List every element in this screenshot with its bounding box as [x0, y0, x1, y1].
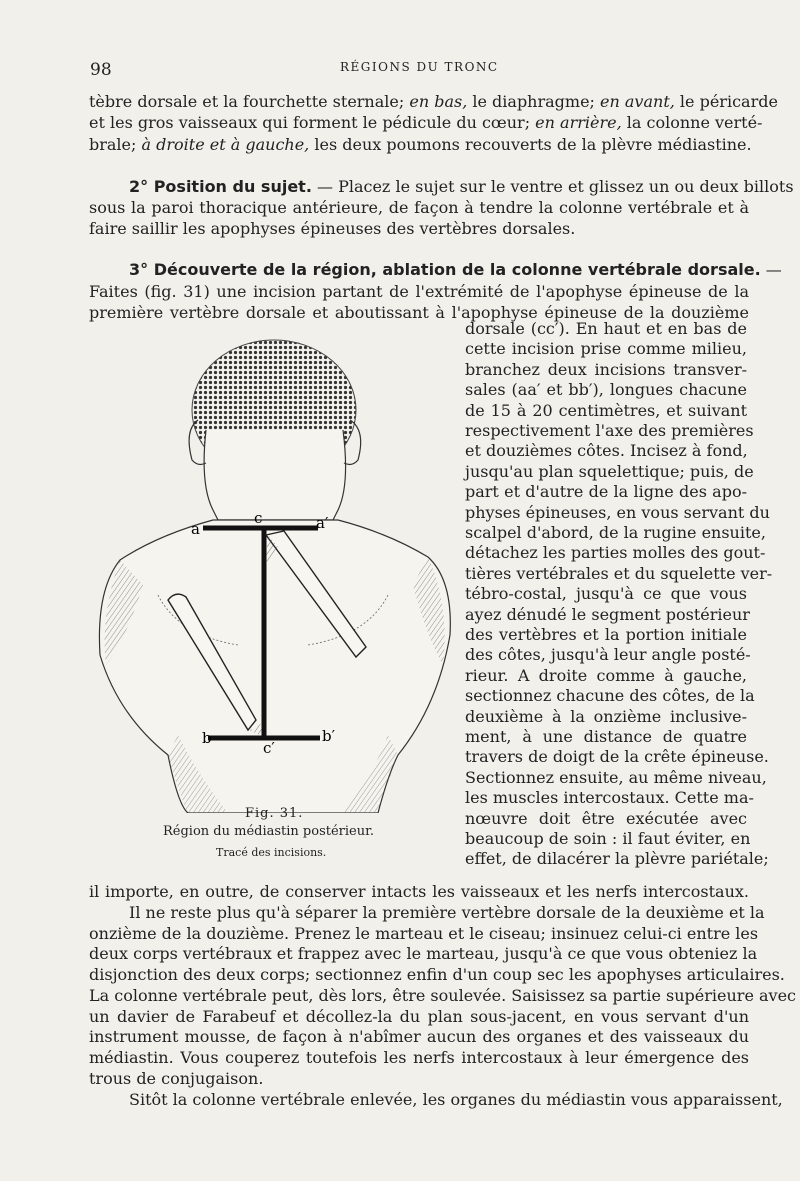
right-column-line: nœuvre doit être exécutée avec: [465, 808, 747, 828]
right-column-line: sales (aa′ et bb′), longues chacune: [465, 380, 747, 400]
right-column-line: tières vertébrales et du squelette ver-: [465, 563, 773, 583]
right-column-line: des côtes, jusqu'à leur angle posté-: [465, 645, 751, 665]
right-column-line: tébro-costal, jusqu'à ce que vous: [465, 584, 747, 604]
neck: [204, 430, 345, 520]
label-b: b: [202, 729, 212, 747]
paragraph-4-line: médiastin. Vous couperez toutefois les nerfs intercostaux à leur émergence des: [89, 1047, 749, 1067]
paragraph-4-line: deux corps vertébraux et frappez avec le marteau, jusqu'à ce que vous obteniez la: [89, 944, 758, 964]
section-2-line-2: sous la paroi thoracique antérieure, de façon à tendre la colonne vertébrale et à: [89, 198, 749, 217]
section-3-line-2: première vertèbre dorsale et aboutissant à l'apophyse épineuse de la douzième: [89, 303, 749, 322]
paragraph-1-line-2: et les gros vaisseaux qui forment le pédicule du cœur; en arrière, la colonne verté-: [89, 113, 763, 132]
right-column-line: scalpel d'abord, de la rugine ensuite,: [465, 523, 766, 542]
section-2-line-1: 2° Position du sujet. — Placez le sujet sur le ventre et glissez un ou deux billots: [129, 177, 794, 196]
right-column-line: jusqu'au plan squelettique; puis, de: [465, 461, 754, 481]
section-2-line-3: faire saillir les apophyses épineuses des vertèbres dorsales.: [89, 219, 576, 238]
section-2-heading: 2° Position du sujet.: [129, 177, 312, 196]
page-number: 98: [90, 60, 112, 80]
right-column-line: deuxième à la onzième inclusive-: [465, 706, 747, 726]
right-column-line: des vertèbres et la portion initiale: [465, 625, 747, 644]
section-3-line-1: Faites (fig. 31) une incision partant de l'extrémité de l'apophyse épineuse de la: [89, 282, 749, 301]
paragraph-4-line: onzième de la douzième. Prenez le marteau et le ciseau; insinuez celui-ci entre les: [89, 923, 759, 943]
figure-caption: Région du médiastin postérieur.: [163, 824, 375, 839]
right-column-line: travers de doigt de la crête épineuse.: [465, 747, 769, 767]
right-column-line: sectionnez chacune des côtes, de la: [465, 686, 755, 706]
figure-number: Fig. 31.: [245, 806, 304, 821]
right-column-line: ayez dénudé le segment postérieur: [465, 604, 750, 624]
torso-outline: [99, 520, 450, 813]
paragraph-1-line-3: brale; à droite et à gauche, les deux poumons recouverts de la plèvre médiastine.: [89, 135, 752, 154]
running-head: RÉGIONS DU TRONC: [340, 60, 499, 74]
right-column-line: les muscles intercostaux. Cette ma-: [465, 788, 754, 808]
right-column-line: physes épineuses, en vous servant du: [465, 502, 770, 522]
label-c-prime: c′: [263, 739, 275, 757]
section-3-heading-line: 3° Découverte de la région, ablation de la colonne vertébrale dorsale. —: [129, 260, 782, 279]
figure-subcaption: Tracé des incisions.: [216, 846, 327, 859]
figure-back-illustration: [88, 335, 460, 813]
paragraph-1-line-1: tèbre dorsale et la fourchette sternale; en bas, le diaphragme; en avant, le péricarde: [89, 92, 778, 111]
section-3-after-figure: il importe, en outre, de conserver intacts les vaisseaux et les nerfs intercostaux.: [89, 882, 749, 901]
right-column-line: de 15 à 20 centimètres, et suivant: [465, 400, 747, 420]
paragraph-4-line: Il ne reste plus qu'à séparer la première vertèbre dorsale de la deuxième et la: [129, 903, 765, 922]
right-column-line: ment, à une distance de quatre: [465, 727, 747, 746]
label-b-prime: b′: [322, 727, 336, 745]
paragraph-5-line-1: Sitôt la colonne vertébrale enlevée, les organes du médiastin vous apparaissent,: [129, 1090, 783, 1109]
label-c: c: [254, 509, 263, 527]
paragraph-4-line: La colonne vertébrale peut, dès lors, être soulevée. Saisissez sa partie supérieure avec: [89, 985, 796, 1005]
right-column-line: branchez deux incisions transver-: [465, 359, 747, 379]
paragraph-4-line: instrument mousse, de façon à n'abîmer aucun des organes et des vaisseaux du: [89, 1027, 749, 1047]
right-column-line: respectivement l'axe des premières: [465, 421, 754, 440]
paragraph-4-line: trous de conjugaison.: [89, 1068, 264, 1088]
right-column-line: dorsale (cc′). En haut et en bas de: [465, 319, 747, 338]
right-column-line: et douzièmes côtes. Incisez à fond,: [465, 441, 748, 461]
right-column-line: rieur. A droite comme à gauche,: [465, 665, 747, 685]
right-column-line: détachez les parties molles des gout-: [465, 543, 766, 563]
right-column-line: part et d'autre de la ligne des apo-: [465, 482, 747, 502]
right-column-line: effet, de dilacérer la plèvre pariétale;: [465, 849, 769, 869]
right-column-line: cette incision prise comme milieu,: [465, 339, 747, 359]
right-column-line: beaucoup de soin : il faut éviter, en: [465, 829, 751, 848]
paragraph-4-line: disjonction des deux corps; sectionnez enfin d'un coup sec les apophyses articulaires.: [89, 965, 785, 985]
label-a: a: [191, 520, 200, 538]
paragraph-4-line: un davier de Farabeuf et décollez-la du plan sous-jacent, en vous servant d'un: [89, 1006, 749, 1026]
section-3-heading: 3° Découverte de la région, ablation de la colonne vertébrale dorsale.: [129, 260, 761, 279]
label-a-prime: a′: [316, 514, 329, 532]
right-column-line: Sectionnez ensuite, au même niveau,: [465, 767, 767, 787]
